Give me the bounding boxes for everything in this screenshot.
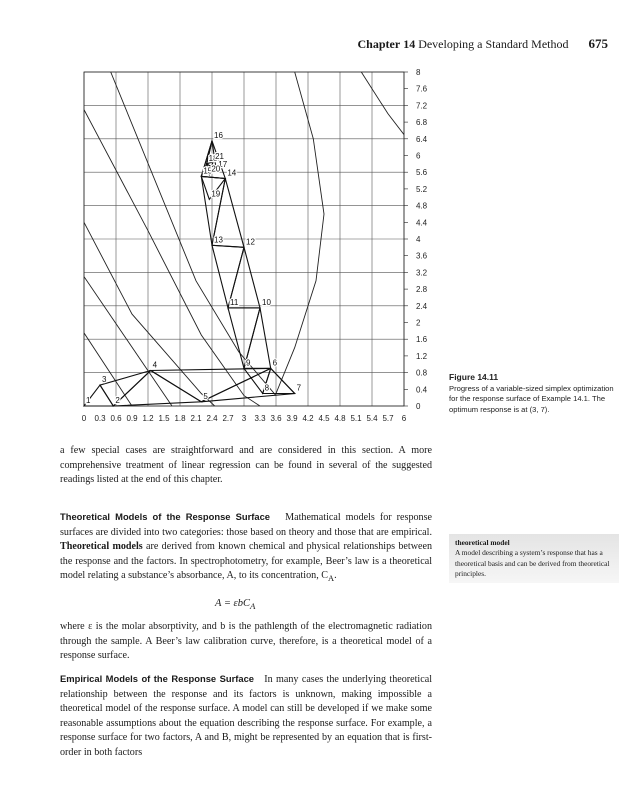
contour-line: [276, 72, 324, 394]
vertex-label: 5: [203, 391, 208, 401]
y-tick-label: 5.6: [416, 168, 428, 178]
vertex-label: 17: [218, 160, 228, 170]
definition-term: theoretical model: [455, 538, 510, 547]
x-tick-label: 4.5: [318, 414, 330, 423]
x-tick-label: 2.4: [206, 414, 218, 423]
y-tick-label: 2: [416, 318, 421, 328]
vertex-label: 12: [246, 237, 255, 247]
x-tick-label: 0.9: [126, 414, 138, 423]
vertex-label: 9: [246, 358, 251, 368]
paragraph-empirical: [60, 672, 432, 761]
vertex-label: 8: [264, 383, 270, 393]
simplex-triangle: [100, 371, 151, 407]
x-tick-label: 0.3: [94, 414, 106, 423]
paragraph-text: are derived from known chemical and physical relationships between the response and the factors. In spectrophotometry, for example, Beer’s law is a theoretical model relating a substance’s absorbance, A, to its concentration, C: [60, 541, 432, 582]
paragraph-beers-law: where ε is the molar absorptivity, and b is the pathlength of the electromagnetic radiation through the sample. A Beer’s law calibration curve, therefore, is a theoretical model of a response surface.: [60, 621, 432, 662]
x-tick-label: 3.3: [254, 414, 266, 423]
x-tick-label: 3.9: [286, 414, 298, 423]
grid: [84, 72, 404, 406]
y-tick-label: 2.8: [416, 285, 428, 295]
chapter-label: Chapter: [357, 37, 401, 51]
contour-line: [361, 72, 404, 135]
figure-caption: [449, 372, 614, 415]
figure-label: Figure 14.11: [449, 372, 499, 382]
vertex-label: 14: [227, 168, 237, 178]
y-tick-label: 3.6: [416, 251, 428, 261]
x-tick-label: 0: [81, 414, 87, 423]
simplex-triangle: [113, 371, 201, 407]
paragraph-theoretical: Theoretical Models of the Response Surface Mathematical models for response surfaces are divided into two categories: those based on theory and those that are empirical. Theoretical models are derived from known chemical and physical relationships between the response and the factors. In spectrophotometry, for example, Beer’s law is a theoretical model relating a substance’s absorbance, A, to its concentration, $C_A$.: [60, 511, 432, 584]
x-tick-label: 4.8: [334, 414, 346, 423]
margin-definition: [449, 534, 619, 583]
vertex-label: 6: [272, 358, 278, 368]
y-axis-ticks: [404, 68, 428, 411]
y-tick-label: 4: [416, 235, 421, 244]
x-tick-label: 2.7: [222, 414, 234, 423]
vertex-label: 10: [262, 297, 271, 307]
x-tick-label: 1.5: [158, 414, 170, 423]
x-tick-label: 5.4: [366, 414, 378, 423]
x-tick-label: 3.6: [270, 414, 282, 423]
x-tick-label: 5.7: [382, 414, 394, 423]
y-tick-label: 1.2: [416, 351, 428, 361]
x-tick-label: 1.8: [174, 414, 186, 423]
vertex-label: 13: [214, 235, 223, 245]
x-tick-label: 6: [401, 414, 407, 423]
x-tick-label: 0.6: [110, 414, 122, 423]
x-tick-label: 5.1: [350, 414, 362, 423]
simplex-triangle: [212, 245, 244, 308]
y-tick-label: 4.4: [416, 218, 428, 228]
vertex-label: 3: [102, 375, 107, 385]
running-header: [358, 36, 608, 52]
vertex-label: 1: [86, 396, 91, 405]
x-tick-label: 4.2: [302, 414, 314, 423]
x-tick-label: 3: [241, 414, 247, 423]
contour-line: [84, 110, 260, 406]
vertex-label: 16: [214, 130, 223, 140]
y-tick-label: 0.8: [416, 368, 428, 378]
paragraph-text: Mathematical models for response surfaces are divided into two categories: those based on theory and those that are empirical.: [60, 512, 432, 538]
beers-law-equation: [215, 598, 255, 611]
paragraph-text: In many cases the underlying theoretical relationship between the response and its factors is unknown, making impossible a theoretical model of the response surface. A model can still be developed if we make some reasonable assumptions about the equation describing the response surface. For example, a response surface for two factors, A and B, might be represented by an equation that is first-order in both factors: [60, 674, 432, 758]
y-tick-label: 0.4: [416, 385, 428, 395]
vertex-label: 7: [296, 383, 302, 393]
y-tick-label: 8: [416, 68, 421, 77]
vertex-label: 11: [230, 297, 239, 307]
x-tick-label: 1.2: [142, 414, 154, 423]
equation-subscript: A: [249, 601, 256, 612]
figure-caption-text: Progress of a variable-sized simplex optimization for the response surface of Example 14.1. The optimum response is at (3, 7).: [449, 383, 614, 414]
y-tick-label: 2.4: [416, 301, 428, 311]
vertex-label: 20: [211, 164, 221, 174]
bold-term: Theoretical models: [60, 541, 143, 553]
contour-line: [84, 277, 172, 406]
y-tick-label: 6: [416, 151, 421, 161]
paragraph-intro: a few special cases are straightforward and are considered in this section. A more comprehensive treatment of linear regression can be found in several of the suggested readings listed at the end of this chapter.: [60, 445, 432, 486]
contour-line: [111, 72, 276, 396]
definition-text: A model describing a system’s response that has a theoretical basis and can be derived from theoretical principles.: [455, 548, 610, 578]
y-tick-label: 7.2: [416, 101, 428, 111]
vertex-label: 19: [211, 189, 221, 199]
page-number: 675: [588, 36, 608, 51]
simplex-figure: [0, 60, 440, 440]
simplex-path: [84, 141, 295, 406]
y-tick-label: 7.6: [416, 84, 428, 94]
y-tick-label: 0: [416, 402, 421, 411]
y-tick-label: 1.6: [416, 335, 428, 345]
chapter-heading: [358, 37, 569, 52]
chapter-title: Developing a Standard Method: [418, 37, 569, 51]
equation-text: A = εbC: [215, 598, 250, 609]
vertex-label: 15: [203, 166, 213, 176]
y-tick-label: 5.2: [416, 184, 428, 194]
vertex-label: 18: [208, 153, 218, 163]
y-tick-label: 3.2: [416, 268, 428, 278]
y-tick-label: 4.8: [416, 201, 428, 211]
y-tick-label: 6.8: [416, 118, 428, 128]
chapter-number: 14: [403, 37, 416, 51]
subscript: A: [327, 574, 335, 584]
vertex-label: 21: [215, 151, 224, 161]
section-heading-theoretical: Theoretical Models of the Response Surface: [60, 511, 271, 522]
section-heading-empirical: Empirical Models of the Response Surface: [60, 673, 255, 684]
vertex-label: 4: [152, 360, 158, 370]
x-axis-ticks: [82, 414, 407, 423]
x-tick-label: 2.1: [190, 414, 202, 423]
y-tick-label: 6.4: [416, 134, 428, 144]
vertex-label: 2: [115, 396, 120, 405]
